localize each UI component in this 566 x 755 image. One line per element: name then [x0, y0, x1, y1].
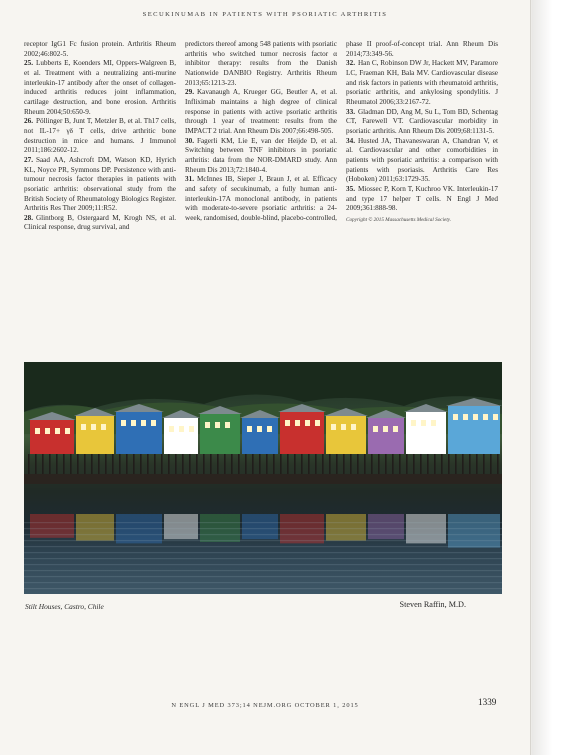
stilt-post: [147, 454, 149, 476]
reference-entry: [346, 59, 498, 107]
house-window: [453, 414, 458, 420]
stilt-post: [308, 454, 310, 476]
house-window: [373, 426, 378, 432]
stilt-post: [35, 454, 37, 476]
stilt-post: [280, 454, 282, 476]
house-window: [141, 420, 146, 426]
stilt-post: [378, 454, 380, 476]
water-ripple: [24, 546, 502, 547]
stilt-post: [420, 454, 422, 476]
stilt-post: [392, 454, 394, 476]
reference-number: 31.: [185, 175, 194, 184]
stilt-post: [371, 454, 373, 476]
house-window: [55, 428, 60, 434]
reference-entry: [346, 137, 498, 185]
house-roof: [446, 398, 502, 406]
water-ripple: [24, 576, 502, 577]
house-window: [267, 426, 272, 432]
stilt-post: [476, 454, 478, 476]
house-window: [35, 428, 40, 434]
stilt-post: [469, 454, 471, 476]
stilt-post: [49, 454, 51, 476]
house-window: [247, 426, 252, 432]
stilt-post: [490, 454, 492, 476]
reference-entry: [24, 214, 176, 233]
stilt-post: [231, 454, 233, 476]
stilt-post: [119, 454, 121, 476]
house-window: [65, 428, 70, 434]
stilt-post: [210, 454, 212, 476]
house-window: [341, 424, 346, 430]
stilt-house: [448, 406, 500, 454]
water-ripple: [24, 540, 502, 541]
stilt-houses-photo: [24, 362, 502, 594]
house-window: [383, 426, 388, 432]
house-reflection: [76, 514, 114, 541]
house-window: [285, 420, 290, 426]
house-window: [91, 424, 96, 430]
stilt-post: [224, 454, 226, 476]
water-ripple: [24, 588, 502, 589]
water-ripple: [24, 552, 502, 553]
house-window: [483, 414, 488, 420]
stilt-post: [455, 454, 457, 476]
stilt-post: [217, 454, 219, 476]
stilt-post: [98, 454, 100, 476]
stilt-house: [76, 416, 114, 454]
photo-credit: Steven Raffin, M.D.: [399, 600, 466, 609]
stilt-post: [329, 454, 331, 476]
reference-entry: [346, 185, 498, 214]
stilt-post: [287, 454, 289, 476]
stilt-post: [63, 454, 65, 476]
stilt-house: [406, 412, 446, 454]
reference-entry: [24, 40, 176, 59]
stilt-house: [116, 412, 162, 454]
reference-number: 30.: [185, 136, 194, 145]
stilt-post: [448, 454, 450, 476]
reference-number: 27.: [24, 155, 33, 164]
house-window: [463, 414, 468, 420]
stilt-post: [77, 454, 79, 476]
stilt-house: [164, 418, 198, 454]
references-column-1: [24, 40, 176, 252]
references-column-2: [185, 40, 337, 252]
reference-entry: [185, 88, 337, 136]
page-edge: [532, 0, 566, 755]
photo-illustration: [24, 362, 502, 594]
house-reflection: [448, 514, 500, 548]
reference-text: receptor IgG1 Fc fusion protein. Arthritis Rheum 2002;46:802-5.: [24, 40, 176, 58]
stilt-post: [322, 454, 324, 476]
stilt-post: [182, 454, 184, 476]
house-window: [421, 420, 426, 426]
house-window: [351, 424, 356, 430]
stilt-post: [196, 454, 198, 476]
house-reflection: [326, 514, 366, 541]
house-reflection: [368, 514, 404, 539]
stilt-post: [294, 454, 296, 476]
reference-entry: [24, 117, 176, 156]
house-window: [225, 422, 230, 428]
reference-number: 26.: [24, 117, 33, 126]
reference-number: 33.: [346, 107, 355, 116]
house-window: [179, 426, 184, 432]
reference-text: Glintborg B, Ostergaard M, Krogh NS, et al. Clinical response, drug survival, and: [24, 213, 176, 232]
stilt-post: [112, 454, 114, 476]
reference-text: Lubberts E, Koenders MI, Oppers-Walgreen B, et al. Treatment with a neutralizing anti-murine interleukin-17 antibody after the onset of collagen-induced arthritis reduces joint inflammation, cartilage destruction, and bone erosion. Arthritis Rheum 2004;50:650-9.: [24, 59, 176, 116]
house-window: [295, 420, 300, 426]
house-window: [257, 426, 262, 432]
stilt-post: [133, 454, 135, 476]
reference-number: 28.: [24, 213, 33, 222]
house-window: [493, 414, 498, 420]
stilt-post: [301, 454, 303, 476]
stilt-post: [364, 454, 366, 476]
house-window: [189, 426, 194, 432]
reference-entry: [185, 137, 337, 176]
stilt-post: [168, 454, 170, 476]
running-head: SECUKINUMAB IN PATIENTS WITH PSORIATIC ARTHRITIS: [142, 11, 388, 18]
reference-number: 35.: [346, 184, 355, 193]
shoreline: [24, 474, 502, 484]
reference-number: 34.: [346, 136, 355, 145]
stilt-post: [315, 454, 317, 476]
reference-number: 32.: [346, 59, 355, 68]
stilt-house: [200, 414, 240, 454]
house-window: [331, 424, 336, 430]
reference-entry: [24, 59, 176, 117]
water-ripple: [24, 522, 502, 523]
page-footer: N ENGL J MED 373;14 NEJM.ORG OCTOBER 1, 2015: [171, 702, 359, 709]
reference-text: Pöllinger B, Junt T, Metzler B, et al. Th17 cells, not IL-17+ γδ T cells, drive arthritic bone destruction in mice and humans. J Immunol 2011;186:2602-12.: [24, 117, 176, 155]
stilt-post: [42, 454, 44, 476]
stilt-post: [399, 454, 401, 476]
stilt-post: [105, 454, 107, 476]
reference-text: Gladman DD, Ang M, Su L, Tom BD, Schentag CT, Farewell VT. Cardiovascular morbidity in psoriatic arthritis. Ann Rheum Dis 2009;68:1131-5.: [346, 107, 498, 135]
stilt-post: [245, 454, 247, 476]
stilt-post: [483, 454, 485, 476]
water-ripple: [24, 558, 502, 559]
house-window: [205, 422, 210, 428]
reference-text: Fagerli KM, Lie E, van der Heijde D, et al. Switching between TNF inhibitors in psoriatic arthritis: data from the NOR-DMARD study. Ann Rheum Dis 2013;72:1840-4.: [185, 136, 337, 174]
stilt-post: [441, 454, 443, 476]
stilt-post: [203, 454, 205, 476]
stilt-post: [273, 454, 275, 476]
reference-text: phase II proof-of-concept trial. Ann Rheum Dis 2014;73:349-56.: [346, 40, 498, 58]
house-window: [305, 420, 310, 426]
reference-number: 29.: [185, 88, 194, 97]
reference-text: McInnes IB, Sieper J, Braun J, et al. Efficacy and safety of secukinumab, a fully human anti-interleukin-17A monoclonal antibody, in patients with moderate-to-severe psoriatic arthritis: a 24-week, randomised, double-blind, placebo-controlled,: [185, 175, 337, 222]
reference-text: Saad AA, Ashcroft DM, Watson KD, Hyrich KL, Noyce PR, Symmons DP. Persistence with anti-tumour necrosis factor therapies in patients with psoriatic arthritis: observational study from the British Society of Rheumatology Biologics Register. Arthritis Res Ther 2009;11:R52.: [24, 155, 176, 213]
house-window: [473, 414, 478, 420]
stilt-post: [140, 454, 142, 476]
house-window: [411, 420, 416, 426]
reference-text: Husted JA, Thavaneswaran A, Chandran V, et al. Cardiovascular and other comorbidities in patients with psoriatic arthritis: a comparison with patients with psoriasis. Arthritis Care Res (Hoboken) 2011;63:1729-35.: [346, 136, 498, 184]
stilt-post: [413, 454, 415, 476]
references-section: [24, 40, 499, 252]
reference-text: Han C, Robinson DW Jr, Hackett MV, Paramore LC, Fraeman KH, Bala MV. Cardiovascular disease and risk factors in patients with rheumatoid arthritis, psoriatic arthritis, and ankylosing spondylitis. J Rheumatol 2006;33:2167-72.: [346, 59, 498, 106]
reference-entry: [185, 40, 337, 88]
stilt-house: [242, 418, 278, 454]
water-ripple: [24, 534, 502, 535]
reference-entry: [346, 40, 498, 59]
stilt-post: [406, 454, 408, 476]
references-column-3: [346, 40, 498, 252]
house-window: [431, 420, 436, 426]
stilt-house: [30, 420, 74, 454]
stilt-post: [189, 454, 191, 476]
house-window: [393, 426, 398, 432]
house-reflection: [242, 514, 278, 539]
house-reflection: [164, 514, 198, 539]
stilt-post: [497, 454, 499, 476]
water-ripple: [24, 570, 502, 571]
stilt-post: [161, 454, 163, 476]
reference-entry: [185, 175, 337, 223]
stilt-post: [126, 454, 128, 476]
reference-text: Miossec P, Korn T, Kuchroo VK. Interleukin-17 and type 17 helper T cells. N Engl J Med 2009;361:888-98.: [346, 184, 498, 213]
house-window: [131, 420, 136, 426]
stilt-post: [56, 454, 58, 476]
reference-text: predictors thereof among 548 patients with psoriatic arthritis who switched tumor necrosis factor α inhibitor therapy: results from the Danish Nationwide DANBIO Registry. Arthritis Rheum 2013;65:1213-23.: [185, 40, 337, 87]
house-window: [215, 422, 220, 428]
reference-number: 25.: [24, 59, 33, 68]
house-window: [121, 420, 126, 426]
stilt-post: [91, 454, 93, 476]
stilt-post: [154, 454, 156, 476]
stilt-post: [259, 454, 261, 476]
stilt-post: [434, 454, 436, 476]
stilt-post: [462, 454, 464, 476]
stilt-post: [238, 454, 240, 476]
stilt-post: [343, 454, 345, 476]
reference-entry: [346, 108, 498, 137]
stilt-house: [326, 416, 366, 454]
house-window: [45, 428, 50, 434]
house-window: [169, 426, 174, 432]
stilt-post: [252, 454, 254, 476]
stilt-post: [336, 454, 338, 476]
reference-text: Kavanaugh A, Krueger GG, Beutler A, et al. Infliximab maintains a high degree of clinical response in patients with active psoriatic arthritis through 1 year of treatment: results from the IMPACT 2 trial. Ann Rheum Dis 2007;66:498-505.: [185, 88, 337, 135]
reference-entry: [24, 156, 176, 214]
photo-caption: Stilt Houses, Castro, Chile: [25, 602, 104, 611]
stilt-post: [175, 454, 177, 476]
stilt-post: [28, 454, 30, 476]
stilt-house: [280, 412, 324, 454]
stilt-post: [70, 454, 72, 476]
stilt-post: [357, 454, 359, 476]
stilt-post: [427, 454, 429, 476]
copyright-notice: Copyright © 2015 Massachusetts Medical Society.: [346, 216, 452, 223]
stilt-post: [350, 454, 352, 476]
stilt-house: [368, 418, 404, 454]
water-ripple: [24, 582, 502, 583]
stilt-post: [84, 454, 86, 476]
house-window: [151, 420, 156, 426]
house-window: [81, 424, 86, 430]
house-window: [101, 424, 106, 430]
water-ripple: [24, 528, 502, 529]
house-window: [315, 420, 320, 426]
stilt-post: [385, 454, 387, 476]
water-ripple: [24, 564, 502, 565]
stilt-post: [266, 454, 268, 476]
page-number: 1339: [478, 697, 497, 707]
